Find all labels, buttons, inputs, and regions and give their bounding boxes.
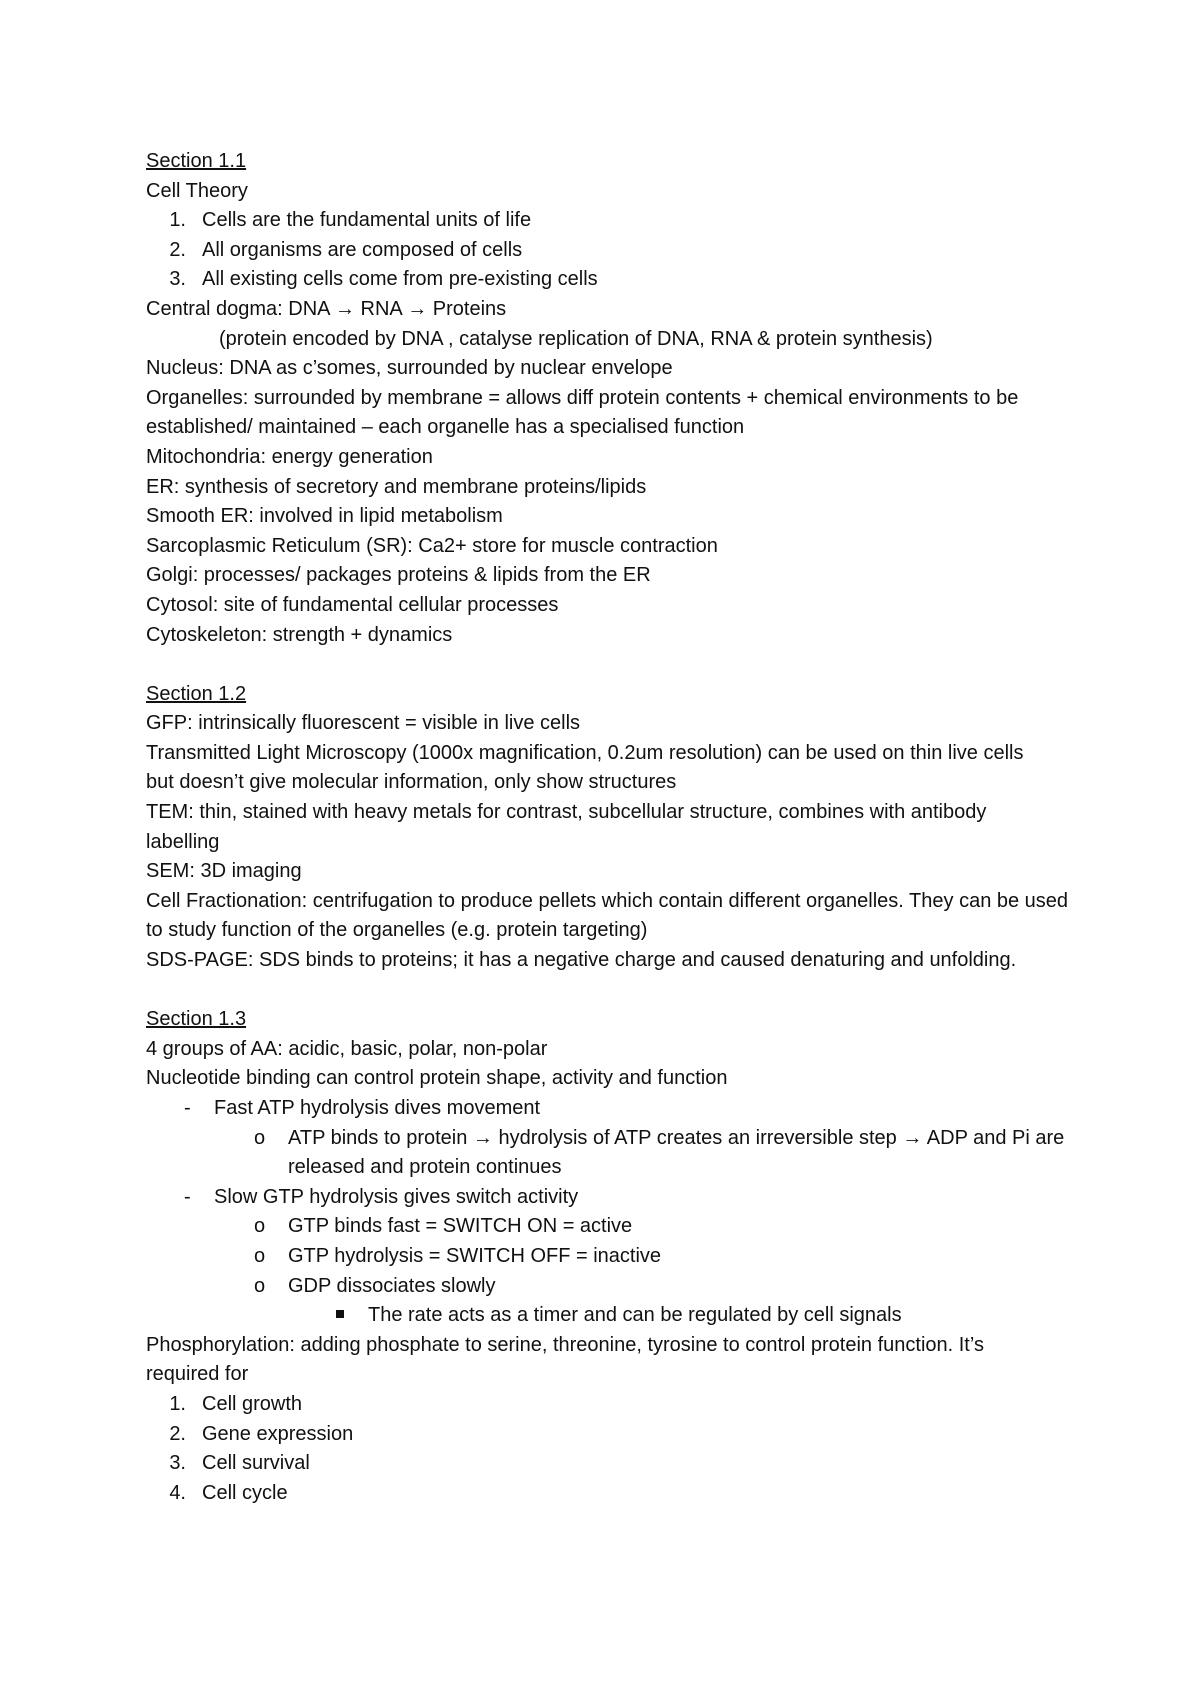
- list-item-text: All organisms are composed of cells: [202, 238, 523, 261]
- sub-sub-bullet-text: The rate acts as a timer and can be regulated by cell signals: [368, 1304, 902, 1327]
- central-dogma-line: Central dogma: DNA → RNA → Proteins: [146, 297, 507, 320]
- list-number: 1.: [169, 209, 186, 232]
- bullet-text: Fast ATP hydrolysis dives movement: [214, 1097, 541, 1119]
- bullet-item: [146, 1094, 1106, 1124]
- smooth-er-line: Smooth ER: involved in lipid metabolism: [146, 505, 503, 528]
- golgi-line: Golgi: processes/ packages proteins & lipids from the ER: [146, 564, 651, 587]
- list-item-text: Gene expression: [202, 1422, 354, 1445]
- circle-bullet: o: [254, 1215, 266, 1238]
- list-number: 3.: [169, 268, 186, 291]
- cytosol-line: Cytosol: site of fundamental cellular processes: [146, 593, 559, 616]
- list-item: [146, 1449, 1106, 1479]
- section-spacer: [146, 650, 1106, 680]
- fractionation-line: Cell Fractionation: centrifugation to produce pellets which contain different organelles. They can be used to study function of the organelles (e.g. protein targeting): [146, 889, 1069, 942]
- list-item-text: Cell survival: [202, 1452, 310, 1475]
- cell-theory-title: Cell Theory: [146, 179, 248, 202]
- list-item-text: All existing cells come from pre-existing cells: [202, 268, 598, 291]
- list-number: 3.: [169, 1452, 186, 1475]
- sds-page-line: SDS-PAGE: SDS binds to proteins; it has a negative charge and caused denaturing and unfolding.: [146, 949, 1017, 972]
- list-item-text: Cells are the fundamental units of life: [202, 209, 532, 232]
- nucleotide-line: Nucleotide binding can control protein shape, activity and function: [146, 1067, 728, 1090]
- sem-line: SEM: 3D imaging: [146, 860, 302, 883]
- bullet-item: [146, 1183, 1106, 1213]
- sub-bullet-item: [146, 1272, 1106, 1302]
- list-item: [146, 1420, 1106, 1450]
- sub-bullet-item: [146, 1124, 1076, 1183]
- list-number: 1.: [169, 1392, 186, 1415]
- square-bullet-icon: [336, 1310, 344, 1318]
- sub-bullet-text: ATP binds to protein → hydrolysis of ATP creates an irreversible step → ADP and Pi are released and protein continues: [288, 1126, 1065, 1179]
- circle-bullet: o: [254, 1274, 266, 1297]
- gfp-line: GFP: intrinsically fluorescent = visible in live cells: [146, 712, 581, 735]
- list-item: [146, 1390, 1106, 1420]
- list-item: [146, 265, 1106, 295]
- aa-groups-line: 4 groups of AA: acidic, basic, polar, non-polar: [146, 1037, 548, 1060]
- dash-bullet: -: [184, 1097, 191, 1119]
- nucleus-line: Nucleus: DNA as c’somes, surrounded by nuclear envelope: [146, 357, 673, 380]
- dash-bullet: -: [184, 1185, 191, 1208]
- circle-bullet: o: [254, 1244, 266, 1267]
- organelles-line: Organelles: surrounded by membrane = allows diff protein contents + chemical environments to be established/ maintained – each organelle has a specialised function: [146, 386, 1019, 439]
- document-body: [146, 147, 1106, 1508]
- cytoskeleton-line: Cytoskeleton: strength + dynamics: [146, 623, 453, 646]
- tem-line: TEM: thin, stained with heavy metals for contrast, subcellular structure, combines with antibody labelling: [146, 801, 987, 853]
- section-heading: Section 1.1: [146, 150, 247, 172]
- central-dogma-note: (protein encoded by DNA , catalyse replication of DNA, RNA & protein synthesis): [219, 327, 933, 350]
- section-heading: Section 1.3: [146, 1008, 247, 1031]
- section-spacer: [146, 976, 1106, 1006]
- sub-bullet-text: GTP binds fast = SWITCH ON = active: [288, 1215, 633, 1238]
- list-item: [146, 236, 1106, 266]
- sub-sub-bullet-item: [146, 1301, 1106, 1331]
- list-item-text: Cell growth: [202, 1392, 303, 1415]
- mitochondria-line: Mitochondria: energy generation: [146, 445, 433, 468]
- bullet-text: Slow GTP hydrolysis gives switch activity: [214, 1185, 579, 1208]
- list-item-text: Cell cycle: [202, 1481, 288, 1504]
- list-item: [146, 1479, 1106, 1509]
- tlm-line: Transmitted Light Microscopy (1000x magnification, 0.2um resolution) can be used on thin live cells but doesn’t give molecular information, only show structures: [146, 741, 1024, 794]
- sub-bullet-item: [146, 1242, 1106, 1272]
- sr-line: Sarcoplasmic Reticulum (SR): Ca2+ store for muscle contraction: [146, 534, 718, 557]
- list-number: 2.: [169, 1422, 186, 1445]
- list-item: [146, 206, 1106, 236]
- sub-bullet-text: GDP dissociates slowly: [288, 1274, 496, 1297]
- section-heading: Section 1.2: [146, 682, 247, 705]
- list-number: 2.: [169, 238, 186, 261]
- sub-bullet-item: [146, 1212, 1106, 1242]
- sub-bullet-text: GTP hydrolysis = SWITCH OFF = inactive: [288, 1244, 662, 1267]
- circle-bullet: o: [254, 1126, 266, 1149]
- list-number: 4.: [169, 1481, 186, 1504]
- phosphorylation-line: Phosphorylation: adding phosphate to serine, threonine, tyrosine to control protein function. It’s required for: [146, 1333, 984, 1386]
- er-line: ER: synthesis of secretory and membrane proteins/lipids: [146, 475, 647, 498]
